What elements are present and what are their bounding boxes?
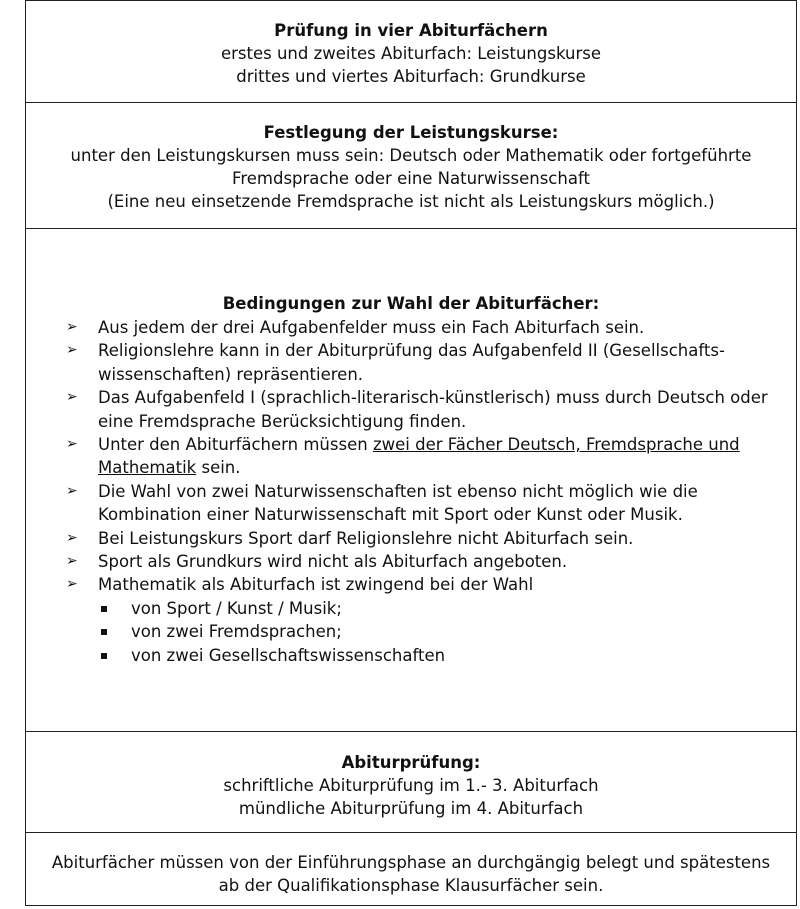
section-title: Abiturprüfung: [341,753,481,772]
section-title: Prüfung in vier Abiturfächern [274,21,548,40]
text-line: ab der Qualifikationsphase Klausurfächer sein. [218,876,604,895]
list-item: ➢ Bei Leistungskurs Sport darf Religionslehre nicht Abiturfach sein. [26,527,786,550]
sub-list [98,597,786,667]
list-item: ➢ Sport als Grundkurs wird nicht als Abiturfach angeboten. [26,550,786,573]
section-title: Bedingungen zur Wahl der Abiturfächer: [222,294,600,313]
arrowhead-bullet-icon: ➢ [66,576,78,593]
arrowhead-bullet-icon: ➢ [66,389,78,406]
arrowhead-bullet-icon: ➢ [66,553,78,570]
arrowhead-bullet-icon: ➢ [66,482,78,499]
arrowhead-bullet-icon: ➢ [66,342,78,359]
text-line: Fremdsprache oder eine Naturwissenschaft [232,169,590,188]
text-line: mündliche Abiturprüfung im 4. Abiturfach [238,799,584,818]
text-line: Abiturfächer müssen von der Einführungsphase an durchgängig belegt und spätestens [51,853,771,872]
list-item: ➢ Das Aufgabenfeld I (sprachlich-literarisch-künstlerisch) muss durch Deutsch oder eine Fremdsprache Berücksichtigung finden. [66,388,768,431]
text-line: drittes und viertes Abiturfach: Grundkurse [236,67,586,86]
square-bullet-icon [101,606,107,612]
list-item: ➢ Mathematik als Abiturfach ist zwingend bei der Wahl von Sport / Kunst / Musik; von zwei Fremdsprachen; von zwei Gesellschaftswissenschaften [26,573,786,667]
section-abitur-exam [26,731,796,832]
section-exam-subjects [26,1,796,102]
sub-list-item: von Sport / Kunst / Musik; [98,597,786,620]
document-frame [25,0,797,906]
square-bullet-icon [101,629,107,635]
list-item: ➢ Unter den Abiturfächern müssen zwei der Fächer Deutsch, Fremdsprache und Mathematik sein. [66,435,740,478]
arrowhead-bullet-icon: ➢ [66,436,78,453]
text-line: (Eine neu einsetzende Fremdsprache ist nicht als Leistungskurs möglich.) [107,192,715,211]
arrowhead-bullet-icon: ➢ [66,319,78,335]
list-item: ➢ Religionslehre kann in der Abiturprüfung das Aufgabenfeld II (Gesellschafts-wissenschaften) repräsentieren. [66,341,725,384]
sub-list-item: von zwei Gesellschaftswissenschaften [98,644,786,667]
list-item: ➢ Die Wahl von zwei Naturwissenschaften ist ebenso nicht möglich wie die Kombination einer Naturwissenschaft mit Sport oder Kunst oder Musik. [66,481,698,525]
underlined-text: zwei der Fächer Deutsch, Fremdsprache und Mathematik [98,435,740,478]
section-title: Festlegung der Leistungskurse: [263,123,559,142]
list-item: ➢ Aus jedem der drei Aufgabenfelder muss ein Fach Abiturfach sein. [26,316,786,339]
square-bullet-icon [101,653,107,659]
text-line: erstes und zweites Abiturfach: Leistungskurse [220,44,601,63]
sub-list-item: von zwei Fremdsprachen; [98,620,786,643]
section-advanced-courses [26,102,796,228]
text-line: schriftliche Abiturprüfung im 1.- 3. Abiturfach [223,776,599,795]
text-line: unter den Leistungskursen muss sein: Deutsch oder Mathematik oder fortgeführte [70,146,752,165]
conditions-list [26,316,786,667]
section-conditions [26,228,796,731]
arrowhead-bullet-icon: ➢ [66,529,78,546]
section-note [26,832,796,907]
